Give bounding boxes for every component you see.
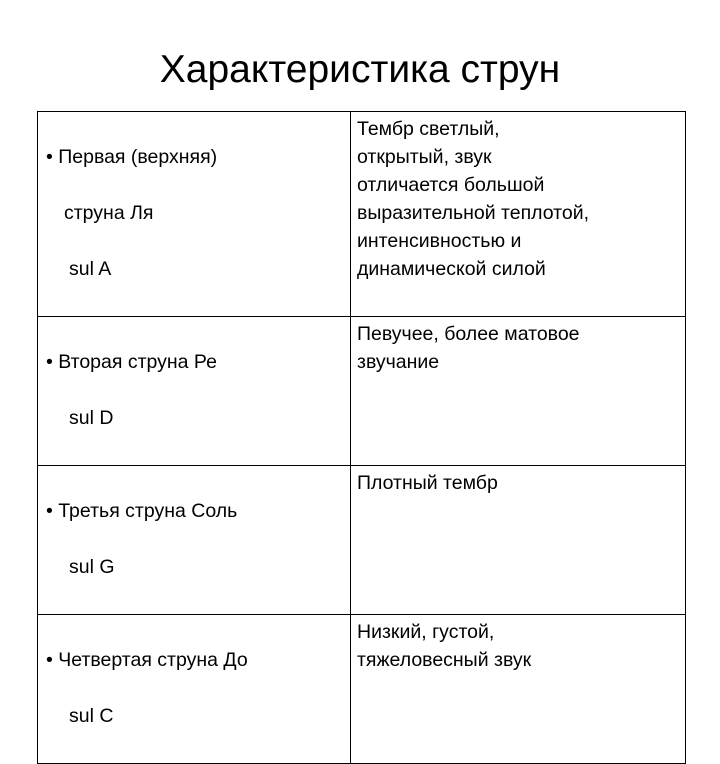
string-name: • Первая (верхняя): [46, 146, 218, 168]
strings-table: [37, 111, 686, 764]
string-description: Тембр светлый, открытый, звук отличается большой выразительной теплотой, интенсивностью и динамической силой: [351, 112, 686, 317]
slide-title: Характеристика струн: [159, 48, 561, 91]
string-sul: sul C: [69, 705, 114, 727]
string-name-cell: [38, 317, 351, 466]
string-name-cell: [38, 112, 351, 317]
string-sul: sul D: [69, 407, 114, 429]
table-row: [38, 112, 686, 317]
string-name-cont: струна Ля: [64, 202, 154, 224]
string-name: • Третья струна Соль: [46, 500, 238, 522]
string-sul: sul G: [69, 556, 115, 578]
table-row: [38, 317, 686, 466]
string-name-cell: [38, 615, 351, 764]
string-sul: sul A: [69, 258, 112, 280]
table-row: [38, 615, 686, 764]
string-name-cell: [38, 466, 351, 615]
string-name: • Вторая струна Ре: [46, 351, 217, 373]
string-description: Плотный тембр: [351, 466, 686, 615]
string-description: Низкий, густой, тяжеловесный звук: [351, 615, 686, 764]
string-description: Певучее, более матовое звучание: [351, 317, 686, 466]
string-name: • Четвертая струна До: [46, 649, 248, 671]
table-row: [38, 466, 686, 615]
